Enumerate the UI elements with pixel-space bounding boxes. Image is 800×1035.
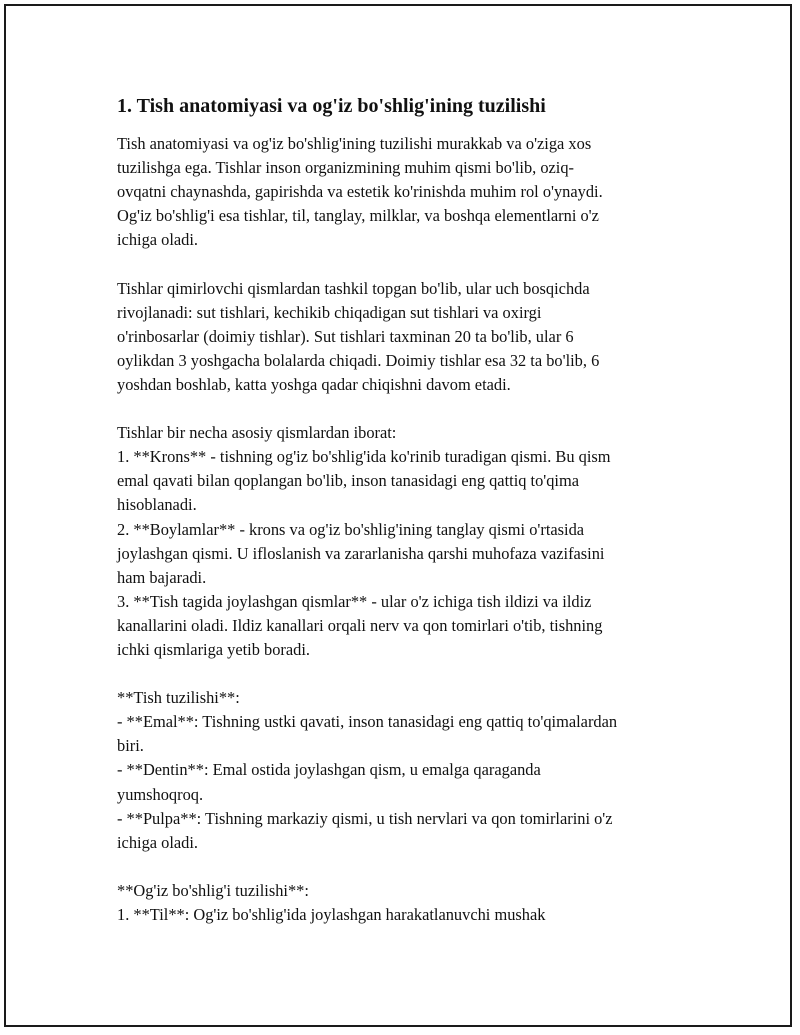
text-line: Tish anatomiyasi va og'iz bo'shlig'ining tuzilishi murakkab va o'ziga xos xyxy=(117,134,592,153)
list-item: 3. **Tish tagida joylashgan qismlar** - ular o'z ichiga tish ildizi va ildiz xyxy=(117,591,592,611)
text-line: joylashgan qismi. U ifloslanish va zararlanisha qarshi muhofaza vazifasini xyxy=(117,543,605,563)
text-line: biri. xyxy=(117,736,144,756)
subheading: **Tish tuzilishi**: xyxy=(117,688,240,708)
paragraph-intro xyxy=(117,132,692,252)
text-line: oylikdan 3 yoshgacha bolalarda chiqadi. Doimiy tishlar esa 32 ta bo'lib, 6 xyxy=(117,350,600,370)
text-line: ichiga oladi. xyxy=(117,230,199,250)
text-line: ichki qismlariga yetib boradi. xyxy=(117,639,310,659)
text-line: Og'iz bo'shlig'i esa tishlar, til, tanglay, milklar, va boshqa elementlarni o'z xyxy=(117,206,599,226)
text-line: Tishlar bir necha asosiy qismlardan iborat: xyxy=(117,423,397,443)
text-line: ichiga oladi. xyxy=(117,832,199,852)
paragraph-development xyxy=(117,277,692,397)
paragraph-parts-list xyxy=(117,421,692,662)
text-line: emal qavati bilan qoplangan bo'lib, inson tanasidagi eng qattiq to'qima xyxy=(117,471,580,491)
paragraph-tooth-structure xyxy=(117,686,692,855)
text-line: ovqatni chaynashda, gapirishda va estetik ko'rinishda muhim rol o'ynaydi. xyxy=(117,182,603,202)
list-item: - **Dentin**: Emal ostida joylashgan qism, u emalga qaraganda xyxy=(117,760,541,780)
subheading: **Og'iz bo'shlig'i tuzilishi**: xyxy=(117,880,309,900)
list-item: - **Pulpa**: Tishning markaziy qismi, u tish nervlari va qon tomirlarini o'z xyxy=(117,808,613,828)
text-line: hisoblanadi. xyxy=(117,495,197,515)
text-line: ham bajaradi. xyxy=(117,567,207,587)
list-item: 2. **Boylamlar** - krons va og'iz bo'shlig'ining tanglay qismi o'rtasida xyxy=(117,519,585,539)
list-item: - **Emal**: Tishning ustki qavati, inson tanasidagi eng qattiq to'qimalardan xyxy=(117,712,618,732)
paragraph-oral-cavity xyxy=(117,879,692,927)
text-line: yumshoqroq. xyxy=(117,784,204,804)
section-heading: 1. Tish anatomiyasi va og'iz bo'shlig'ining tuzilishi xyxy=(117,95,546,117)
document-body xyxy=(117,92,692,951)
text-line: o'rinbosarlar (doimiy tishlar). Sut tishlari taxminan 20 ta bo'lib, ular 6 xyxy=(117,326,574,346)
text-line: rivojlanadi: sut tishlari, kechikib chiqadigan sut tishlari va oxirgi xyxy=(117,302,542,322)
text-line: kanallarini oladi. Ildiz kanallari orqali nerv va qon tomirlari o'tib, tishning xyxy=(117,615,603,635)
text-line: yoshdan boshlab, katta yoshga qadar chiqishni davom etadi. xyxy=(117,374,511,394)
text-line: Tishlar qimirlovchi qismlardan tashkil topgan bo'lib, ular uch bosqichda xyxy=(117,278,590,298)
list-item: 1. **Krons** - tishning og'iz bo'shlig'ida ko'rinib turadigan qismi. Bu qism xyxy=(117,447,611,467)
text-line: tuzilishga ega. Tishlar inson organizmining muhim qismi bo'lib, oziq- xyxy=(117,158,575,178)
list-item: 1. **Til**: Og'iz bo'shlig'ida joylashgan harakatlanuvchi mushak xyxy=(117,905,546,924)
